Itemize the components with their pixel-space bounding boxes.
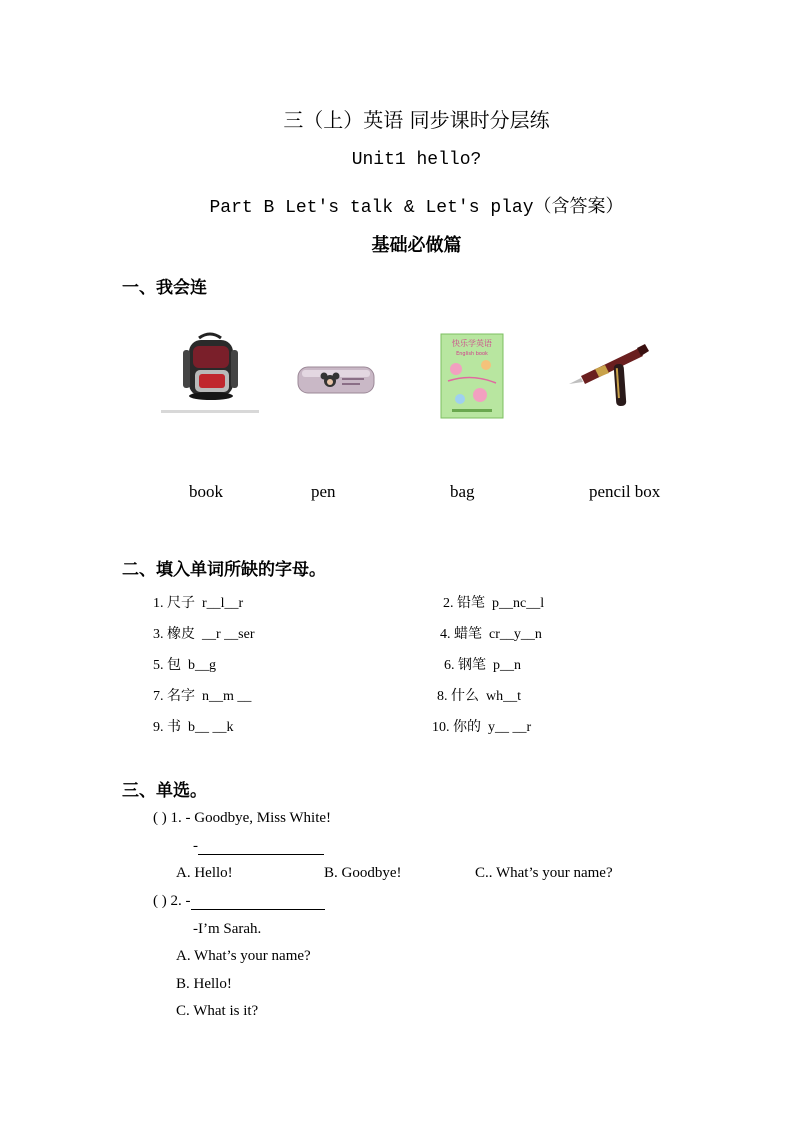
item-chinese: 书: [167, 719, 181, 735]
item-word: __r __ser: [202, 627, 255, 642]
item-word: cr__y__n: [489, 627, 542, 642]
item-word: r__l__r: [202, 596, 244, 611]
item-number: 5.: [153, 658, 164, 673]
item-word: p__nc__l: [492, 596, 545, 611]
item-chinese: 橡皮: [167, 626, 195, 642]
bag-picture: [155, 330, 265, 420]
section1-heading: 一、我会连: [122, 278, 207, 298]
item-number: 8.: [437, 689, 448, 704]
item-chinese: 名字: [167, 688, 195, 704]
item-number: 1.: [153, 596, 164, 611]
answer-blank-line: [191, 895, 325, 910]
fill-item-3: [153, 623, 255, 643]
word-book: book: [189, 482, 223, 501]
fill-item-5: [153, 654, 216, 674]
book-picture: [440, 333, 504, 419]
item-chinese: 钢笔: [458, 657, 486, 673]
level-title: 基础必做篇: [371, 235, 462, 256]
fill-item-9: [153, 716, 234, 736]
book-cover-icon: [440, 333, 504, 419]
unit-title: Unit1 hello?: [351, 150, 482, 170]
reply-dash: -: [193, 838, 198, 854]
item-number: 6.: [444, 658, 455, 673]
q2-option-a: A. What’s your name?: [176, 948, 311, 964]
fill-item-4: [440, 623, 542, 643]
question-stem: 2. -: [170, 893, 191, 909]
item-number: 3.: [153, 627, 164, 642]
worksheet-title: 三（上）英语 同步课时分层练: [283, 108, 550, 132]
fill-item-2: [443, 592, 544, 612]
item-chinese: 包: [167, 657, 181, 673]
item-chinese: 铅笔: [457, 595, 485, 611]
question-stem: 1. - Goodbye, Miss White!: [170, 810, 332, 826]
pencil-box-picture: [294, 355, 378, 403]
fill-item-10: [432, 716, 531, 736]
q1-option-c: C.. What’s your name?: [475, 865, 613, 881]
item-number: 4.: [440, 627, 451, 642]
q1-option-a: A. Hello!: [176, 865, 233, 881]
answer-blank-line: [198, 840, 324, 855]
item-chinese: 你的: [453, 719, 481, 735]
question-1-reply: [193, 838, 324, 855]
backpack-icon: [155, 330, 265, 420]
fill-item-6: [444, 654, 521, 674]
question-1: [153, 810, 331, 827]
fill-item-8: [437, 685, 521, 705]
item-word: p__n: [493, 658, 521, 673]
item-chinese: 尺子: [167, 595, 195, 611]
question-2-reply: -I’m Sarah.: [193, 921, 262, 937]
word-bag: bag: [450, 482, 475, 501]
item-word: n__m __: [202, 689, 252, 704]
word-pen: pen: [311, 482, 336, 501]
item-number: 10.: [432, 720, 450, 735]
answer-paren: ( ): [153, 810, 167, 826]
part-title: [0, 192, 793, 218]
item-word: b__ __k: [188, 720, 234, 735]
pencil-box-icon: [294, 355, 378, 403]
part-title-text: Part B Let's talk & Let's play: [209, 198, 534, 218]
fill-item-1: [153, 592, 243, 612]
item-number: 2.: [443, 596, 454, 611]
pen-picture: [565, 338, 651, 410]
book-cover-subtitle: English book: [456, 351, 488, 357]
part-title-suffix: （含答案）: [533, 196, 624, 217]
item-chinese: 蜡笔: [454, 626, 482, 642]
book-cover-title: 快乐学英语: [452, 339, 492, 348]
answer-paren: ( ): [153, 893, 167, 909]
item-word: b__g: [188, 658, 216, 673]
q2-option-b: B. Hello!: [176, 976, 232, 992]
fill-item-7: [153, 685, 251, 705]
q2-option-c: C. What is it?: [176, 1003, 259, 1019]
section3-heading: 三、单选。: [122, 781, 207, 801]
item-number: 7.: [153, 689, 164, 704]
section2-heading: 二、填入单词所缺的字母。: [122, 560, 326, 580]
item-number: 9.: [153, 720, 164, 735]
fountain-pen-icon: [565, 338, 651, 410]
item-word: y__ __r: [488, 720, 532, 735]
question-2: [153, 893, 325, 910]
item-word: wh__t: [486, 689, 521, 704]
word-pencil-box: pencil box: [589, 482, 661, 501]
q1-option-b: B. Goodbye!: [324, 865, 402, 881]
item-chinese: 什么: [451, 688, 479, 704]
